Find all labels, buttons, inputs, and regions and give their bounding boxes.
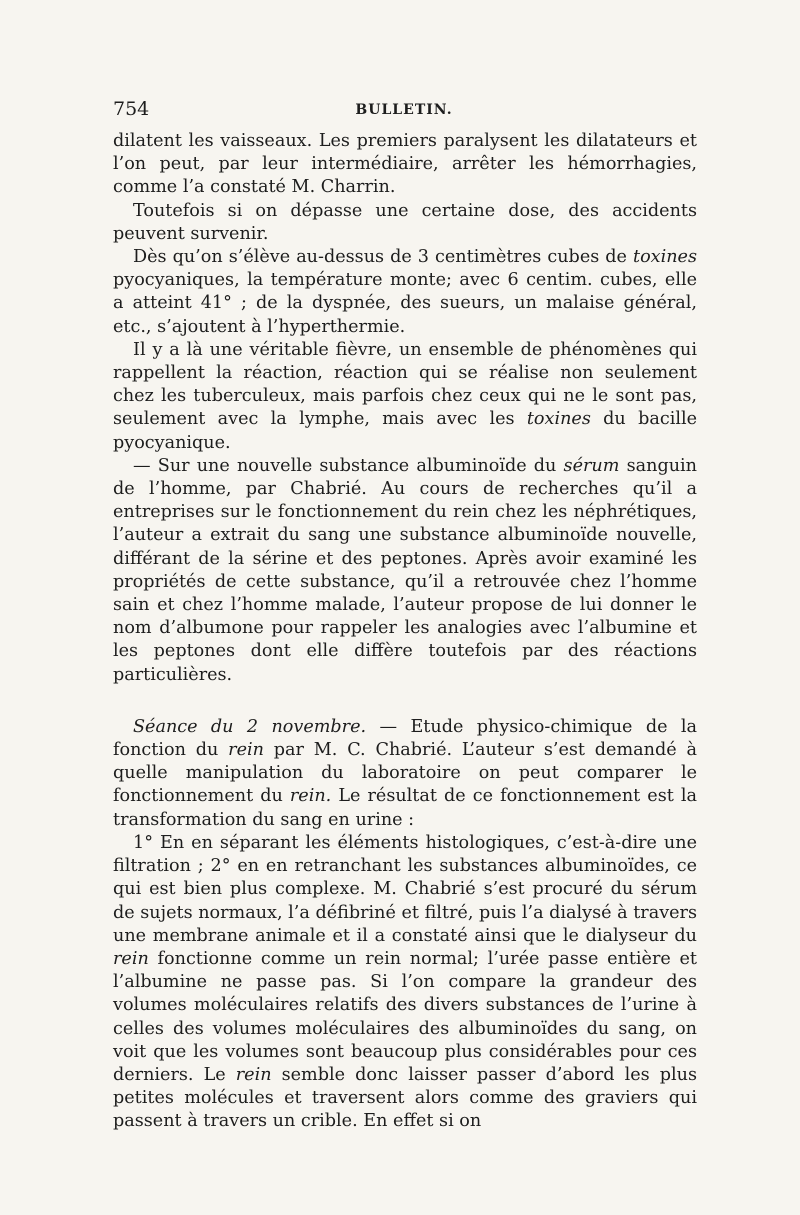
italic-term: rein bbox=[235, 1064, 272, 1085]
paragraph-2: Toutefois si on dépasse une certaine dose, des accidents peuvent survenir. bbox=[113, 200, 697, 244]
running-title: BULLETIN. bbox=[355, 102, 453, 118]
italic-term: toxines bbox=[526, 409, 591, 430]
paragraph-7: 1° En en séparant les éléments histologiques, c’est-à-dire une filtration ; 2° en en retranchant les substances albuminoïdes, ce qui est bien plus complexe. M. Chabrié s’est procuré du sérum de sujets normaux, l’a défibriné et filtré, puis l’a dialysé à travers une membrane animale et il a constaté ainsi que le dialyseur du rein fonctionne comme un rein normal; l’urée passe entière et l’albumine ne passe pas. Si l’on compare la grandeur des volumes moléculaires relatifs des divers substances de l’urine à celles des volumes moléculaires des albuminoïdes du sang, on voit que les volumes sont beaucoup plus considérables pour ces derniers. Le rein semble donc laisser passer d’abord les plus petites molécules et traversent alors comme des graviers qui passent à travers un crible. En effet si on bbox=[113, 832, 697, 1132]
italic-term: rein. bbox=[289, 786, 332, 807]
page-body bbox=[113, 130, 697, 1134]
italic-term: rein bbox=[228, 740, 264, 761]
page-number: 754 bbox=[113, 98, 150, 120]
session-date: Séance du 2 novembre. bbox=[133, 716, 367, 737]
italic-term: toxines bbox=[633, 247, 697, 268]
paragraph-1: dilatent les vaisseaux. Les premiers paralysent les dilatateurs et l’on peut, par leur intermédiaire, arrêter les hémorrhagies, comme l’a constaté M. Charrin. bbox=[113, 131, 697, 198]
italic-term: rein bbox=[113, 948, 149, 969]
paragraph-4: Il y a là une véritable fièvre, un ensemble de phénomènes qui rappellent la réaction, réaction qui se réalise non seulement chez les tuberculeux, mais parfois chez ceux qui ne le sont pas, seulement avec la lymphe, mais avec les toxines du bacille pyocyanique. bbox=[113, 339, 697, 453]
paragraph-6-section-heading: Séance du 2 novembre. — Etude physico-chimique de la fonction du rein par M. C. Chabrié. L’auteur s’est demandé à quelle manipulation du laboratoire on peut comparer le fonctionnement du rein. Le résultat de ce fonctionnement est la transformation du sang en urine : bbox=[113, 716, 697, 830]
italic-term: sérum bbox=[563, 455, 620, 476]
paragraph-3: Dès qu’on s’élève au-dessus de 3 centimètres cubes de toxines pyocyaniques, la température monte; avec 6 centim. cubes, elle a atteint 41° ; de la dyspnée, des sueurs, un malaise général, etc., s’ajoutent à l’hyperthermie. bbox=[113, 247, 697, 337]
paragraph-5: — Sur une nouvelle substance albuminoïde du sérum sanguin de l’homme, par Chabrié. Au cours de recherches qu’il a entreprises sur le fonctionnement du rein chez les néphrétiques, l’auteur a extrait du sang une substance albuminoïde nouvelle, différant de la sérine et des peptones. Après avoir examiné les propriétés de cette substance, qu’il a retrouvée chez l’homme sain et chez l’homme malade, l’auteur propose de lui donner le nom d’albumone pour rappeler les analogies avec l’albumine et les peptones dont elle diffère toutefois par des réactions particulières. bbox=[113, 455, 697, 685]
page-header bbox=[113, 98, 695, 124]
